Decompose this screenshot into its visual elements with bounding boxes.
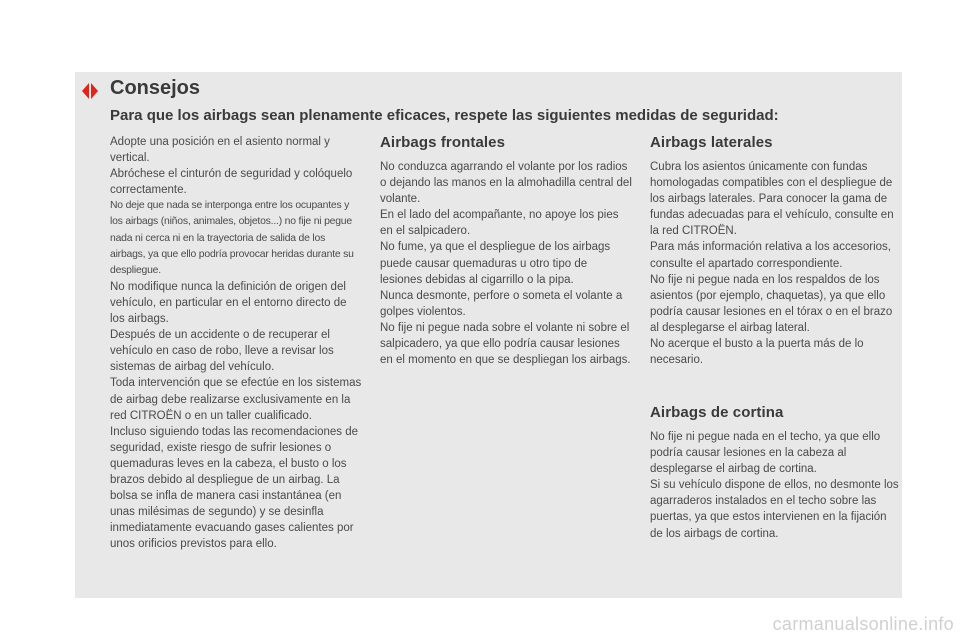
curtain-airbags-heading: Airbags de cortina xyxy=(650,404,784,421)
section-subtitle: Para que los airbags sean plenamente eficaces, respete las siguientes medidas de seguridad: xyxy=(110,107,779,124)
frontal-paragraph: No fume, ya que el despliegue de los airbags puede causar quemaduras u otro tipo de lesiones debidas al cigarrillo o la pipa. xyxy=(380,241,611,286)
lateral-paragraph: No fije ni pegue nada en los respaldos de los asientos (por ejemplo, chaquetas), ya que ello podría causar lesiones en el tórax o en el brazo al desplegarse el airbag lateral. xyxy=(650,273,893,334)
advice-paragraph: Incluso siguiendo todas las recomendaciones de seguridad, existe riesgo de sufrir lesiones o quemaduras leves en la cabeza, el busto o los brazos debido al despliegue de un airbag. La bolsa se infla de manera casi instantánea (en unas milésimas de segundo) y se desinfla inmediatamente evacuando gases calientes por unos orificios previstos para ello. xyxy=(110,425,359,551)
advice-paragraph: No modifique nunca la definición de origen del vehículo, en particular en el entorno directo de los airbags. xyxy=(110,280,347,326)
frontal-paragraph: No conduzca agarrando el volante por los radios o dejando las manos en la almohadilla central del volante. xyxy=(380,161,632,206)
advice-paragraph: Después de un accidente o de recuperar el vehículo en caso de robo, lleve a revisar los sistemas de airbag del vehículo. xyxy=(110,329,334,374)
frontal-paragraph: No fije ni pegue nada sobre el volante ni sobre el salpicadero, ya que ello podría causar lesiones en el momento en que se despliegan los airbags. xyxy=(380,321,631,367)
lateral-paragraph: Para más información relativa a los accesorios, consulte el apartado correspondiente. xyxy=(650,241,891,270)
frontal-airbags-heading: Airbags frontales xyxy=(380,134,506,151)
lateral-paragraph: Cubra los asientos únicamente con fundas homologadas compatibles con el despliegue de los airbags laterales. Para conocer la gama de fundas adecuadas para el vehículo, consulte en la red CITROËN. xyxy=(650,161,894,238)
lateral-paragraph: No acerque el busto a la puerta más de lo necesario. xyxy=(650,338,864,367)
watermark: carmanualsonline.info xyxy=(772,614,954,634)
advice-paragraph: No deje que nada se interponga entre los ocupantes y los airbags (niños, animales, objetos...) no fije ni pegue nada ni cerca ni en la trayectoria de salida de los airbags, ya que ello podría provocar heridas durante su despliegue. xyxy=(110,200,354,276)
frontal-paragraph: Nunca desmonte, perfore o someta el volante a golpes violentos. xyxy=(380,289,623,318)
curtain-paragraph: No fije ni pegue nada en el techo, ya que ello podría causar lesiones en la cabeza al desplegarse el airbag de cortina. xyxy=(650,431,881,476)
advice-paragraph: Abróchese el cinturón de seguridad y colóquelo correctamente. xyxy=(110,168,353,197)
section-title: Consejos xyxy=(110,77,201,99)
lateral-airbags-column xyxy=(650,134,902,368)
frontal-paragraph: En el lado del acompañante, no apoye los pies en el salpicadero. xyxy=(380,209,619,238)
curtain-paragraph: Si su vehículo dispone de ellos, no desmonte los agarraderos instalados en el techo sobre las puertas, ya que estos intervienen en la fijación de los airbags de cortina. xyxy=(650,479,899,540)
warning-right-half xyxy=(91,83,98,99)
advice-paragraph: Toda intervención que se efectúe en los sistemas de airbag debe realizarse exclusivamente en la red CITROËN o en un taller cualificado. xyxy=(110,377,362,422)
lateral-airbags-heading: Airbags laterales xyxy=(650,134,773,151)
general-advice-column xyxy=(110,134,362,552)
warning-left-half xyxy=(82,83,89,99)
advice-paragraph: Adopte una posición en el asiento normal y vertical. xyxy=(110,136,330,165)
warning-diamond-icon xyxy=(81,82,99,100)
curtain-airbags-column xyxy=(650,404,902,542)
frontal-airbags-column xyxy=(380,134,632,368)
